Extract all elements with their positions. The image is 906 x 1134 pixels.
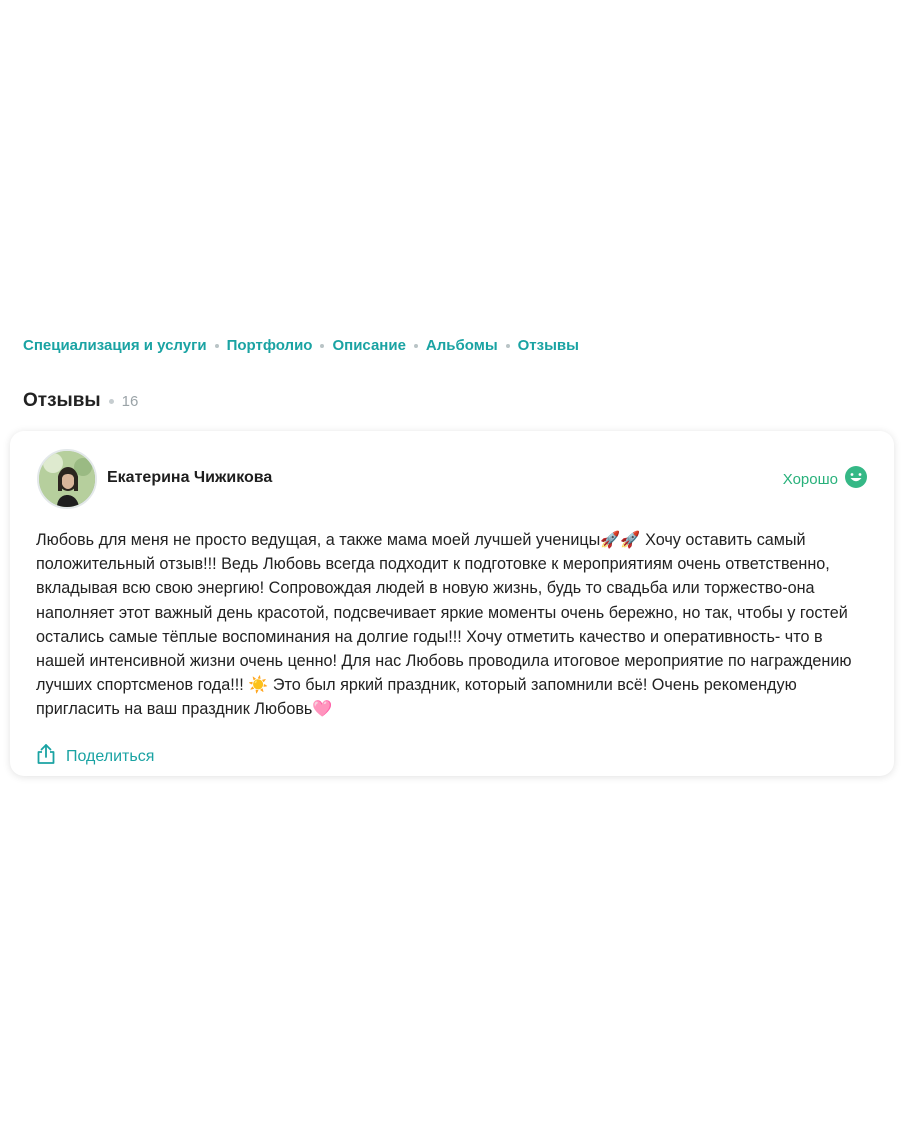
nav-item-description[interactable]: Описание: [332, 337, 406, 354]
nav-separator: [320, 344, 324, 348]
review-rating: [783, 465, 868, 494]
nav-item-reviews[interactable]: Отзывы: [517, 337, 579, 354]
nav-item-albums[interactable]: Альбомы: [425, 337, 498, 354]
review-author[interactable]: Екатерина Чижикова: [107, 469, 273, 486]
nav-item-portfolio[interactable]: Портфолио: [226, 337, 313, 354]
count-separator: [109, 399, 114, 404]
reviews-title: Отзывы: [23, 390, 101, 411]
reviews-header: [23, 390, 138, 412]
review-text: Любовь для меня не просто ведущая, а также мама моей лучшей ученицы🚀🚀 Хочу оставить самый положительный отзыв!!! Ведь Любовь всегда подходит к подготовке к мероприятиям очень ответственно, вкладывая всю свою энергию! Сопровождая людей в новую жизнь, будь то свадьба или торжество-она наполняет этот важный день красотой, подсвечивает яркие моменты очень бережно, но так, чтобы у гостей остались самые тёплые воспоминания на долгие годы!!! Хочу отметить качество и оперативность- что в нашей интенсивной жизни очень ценно! Для нас Любовь проводила итоговое мероприятие по награждению лучших спортсменов года!!! ☀️ Это был яркий праздник, который запомнили всё! Очень рекомендую пригласить на ваш праздник Любовь🩷: [36, 531, 852, 719]
share-label: Поделиться: [66, 747, 155, 765]
nav-separator: [506, 344, 510, 348]
section-nav: [23, 337, 579, 354]
avatar[interactable]: [37, 449, 97, 509]
nav-separator: [215, 344, 219, 348]
share-icon: [36, 743, 56, 770]
smile-icon: [844, 465, 868, 494]
nav-separator: [414, 344, 418, 348]
nav-item-specialization[interactable]: Специализация и услуги: [23, 337, 207, 354]
rating-label: Хорошо: [782, 471, 838, 488]
share-button[interactable]: [36, 743, 154, 770]
reviews-count: 16: [121, 392, 139, 410]
avatar-photo-icon: [39, 451, 95, 507]
review-card: [10, 431, 894, 776]
